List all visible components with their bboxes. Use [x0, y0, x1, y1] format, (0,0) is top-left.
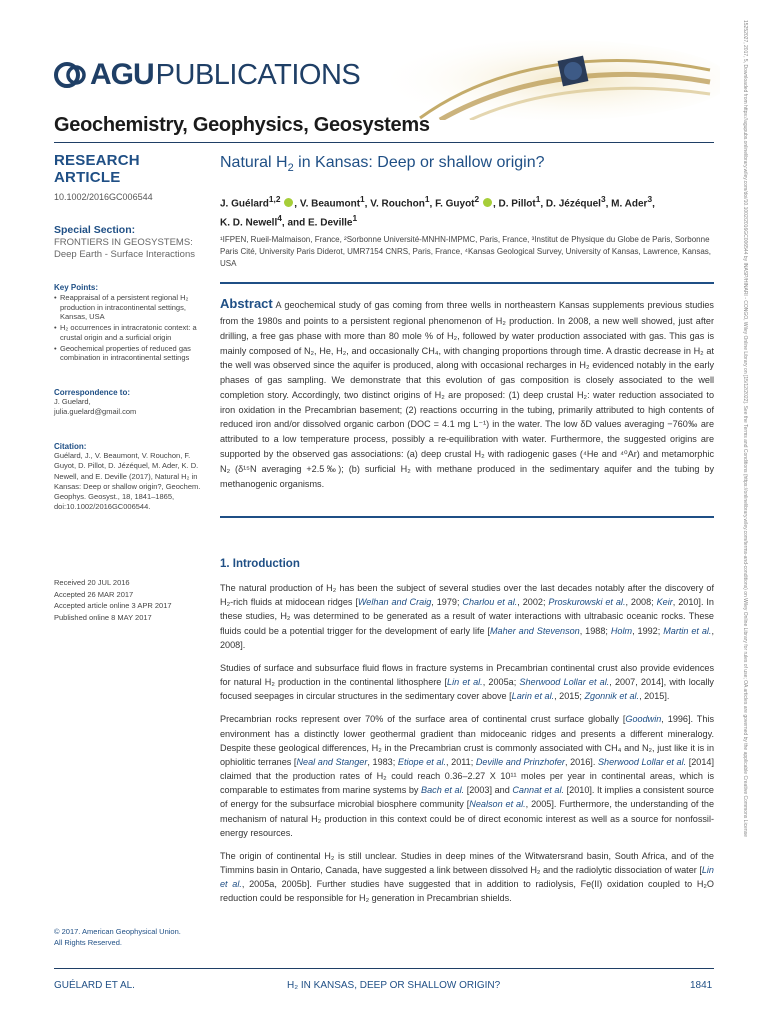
- title-text: Natural H: [220, 154, 288, 171]
- author-affiliations: ¹IFPEN, Rueil-Malmaison, France, ²Sorbonne Université-MNHN-IMPMC, Paris, France, ³Institut de Physique du Globe de Paris, Sorbonne Paris Cité, University Paris Diderot, UMR7154 CNRS, Paris, France, ⁴Kansas Geological Survey, University of Kansas, Lawrence, Kansas, USA: [220, 235, 712, 268]
- citation-link[interactable]: Charlou et al.: [462, 597, 518, 608]
- author-affiliation-mark: 3: [647, 194, 653, 204]
- introduction-body: [220, 581, 714, 915]
- author-name[interactable]: , and E. Deville: [281, 217, 353, 229]
- citation-link[interactable]: Maher and Stevenson: [489, 625, 580, 636]
- author-name[interactable]: K. D. Newell: [220, 217, 278, 229]
- copyright-notice: [54, 926, 204, 949]
- article-dates: [54, 577, 204, 624]
- footer-running-title: H₂ IN KANSAS, DEEP OR SHALLOW ORIGIN?: [287, 980, 501, 991]
- orcid-icon[interactable]: [284, 198, 293, 207]
- title-subscript: 2: [287, 162, 294, 175]
- page-number: 1841: [690, 980, 713, 991]
- citation-link[interactable]: Lin et al.: [220, 865, 714, 890]
- abstract-heading: Abstract: [220, 296, 273, 311]
- list-item: • Reappraisal of a persistent regional H₂ production in intracontinental settings, Kansas, USA: [54, 293, 202, 322]
- margin-download-note: [740, 20, 750, 1010]
- copyright-line: All Rights Reserved.: [54, 938, 122, 948]
- date-accepted-online: Accepted article online 3 APR 2017: [54, 601, 172, 611]
- citation-link[interactable]: Larin et al.: [511, 691, 555, 702]
- citation-link[interactable]: Proskurowski et al.: [548, 597, 626, 608]
- author-affiliation-mark: 1: [352, 212, 358, 223]
- citation-heading: Citation:: [54, 442, 87, 452]
- correspondence-email[interactable]: julia.guelard@gmail.com: [54, 407, 137, 417]
- citation-link[interactable]: Deville and Prinzhofer: [475, 756, 565, 767]
- citation-link[interactable]: Holm: [610, 625, 633, 636]
- left-sidebar: [54, 152, 202, 512]
- agu-publications-logo[interactable]: [54, 56, 360, 94]
- date-received: Received 20 JUL 2016: [54, 578, 130, 587]
- citation-link[interactable]: Keir: [656, 597, 673, 608]
- margin-note-text[interactable]: 15252027, 2017, 5, Downloaded from https://agupubs.onlinelibrary.wiley.com/doi/10.1002/2016GC006544 by INASP/HINARI - CONGO, Wiley Online Library on [15/12/2022]. See the Terms and Conditions (https://onlinelibrary.wiley.com/terms-and-conditions) on Wiley Online Library for rules of use; OA articles are governed by the applicable Creative Commons License: [742, 20, 748, 837]
- special-section-text[interactable]: FRONTIERS IN GEOSYSTEMS: Deep Earth - Surface Interactions: [54, 237, 195, 260]
- author-affiliation-mark: 1: [424, 194, 430, 204]
- author-affiliation-mark: 1: [360, 194, 365, 204]
- journal-title: Geochemistry, Geophysics, Geosystems: [54, 114, 430, 136]
- citation-link[interactable]: Etiope et al.: [397, 756, 447, 767]
- agu-globe-icon: [54, 60, 88, 90]
- abstract-rule-top: [220, 282, 714, 284]
- author-name[interactable]: , D. Jézéquel: [540, 198, 601, 210]
- author-name[interactable]: , F. Guyot: [429, 198, 475, 210]
- abstract-block: [220, 293, 714, 491]
- citation-link[interactable]: Bach et al.: [421, 785, 465, 796]
- date-published: Published online 8 MAY 2017: [54, 612, 152, 622]
- correspondence-heading: Correspondence to:: [54, 388, 131, 397]
- author-name[interactable]: J. Guélard: [220, 198, 269, 210]
- journal-banner-graphic: [380, 40, 720, 120]
- correspondence-name: J. Guelard,: [54, 397, 91, 406]
- author-name[interactable]: , V. Rouchon: [364, 198, 425, 210]
- author-affiliation-mark: 1: [535, 194, 541, 204]
- footer-authors: GUÉLARD ET AL.: [54, 980, 135, 991]
- author-name[interactable]: , V. Beaumont: [294, 198, 361, 210]
- logo-publications-text: PUBLICATIONS: [155, 58, 361, 91]
- citation-text: Guélard, J., V. Beaumont, V. Rouchon, F. Guyot, D. Pillot, D. Jézéquel, M. Ader, K. D. Newell, and E. Deville (2017), Natural H₂ in Kansas: Deep or shallow origin?, Geochem. Geophys. Geosyst., 18, 1841–1865, doi:10.1002/2016GC006544.: [54, 451, 201, 511]
- footer-rule: [54, 968, 714, 969]
- paragraph: Studies of surface and subsurface fluid flows in fracture systems in Precambrian continental crust also provide evidences for natural H₂ production in the continental lithosphere [Lin et al., 2005a; Sherwood Lollar et al., 2007, 2014], with locally focused seepages in circular structures in the sedimentary cover above [Larin et al., 2015; Zgonnik et al., 2015].: [220, 662, 714, 702]
- author-list: J. Guélard$^{1,2}$ , V. Beaumont$^1$, V. Rouchon$^1$, F. Guyot$^2$ , D. Pillot$^1$, D. Jézéquel$^3$, M. Ader$^3$, K. D. Newell$^4$, and E. Deville$^1$: [220, 194, 655, 229]
- author-affiliation-mark: 1,2: [268, 194, 281, 204]
- list-item: • H₂ occurrences in intracratonic context: a crustal origin and a surficial origin: [54, 323, 202, 343]
- logo-agu-text: AGU: [90, 58, 154, 91]
- key-points-list: [54, 293, 202, 363]
- abstract-text: A geochemical study of gas coming from three wells in northeastern Kansas supplements previous studies from the 1980s and points to a persistent regional phenomenon of H₂ production. In 2008, a new well showed, just after drilling, a free gas phase with more than 80 mole % of H₂, followed by water production associated with gas. This gas is mainly composed of N₂, He, H₂, and occasionally CH₄, with changing proportions through time. A drastic decrease in H₂ at the well was observed since the aquifer is produced, along with occasional recharges in H₂ evidenced notably in the early phases of gas sampling. We demonstrate that this evolution of gas composition is closely associated to the well completion story. Accordingly, two distinct origins of H₂ are proposed: (1) deep crustal H₂: water reduction associated to iron oxidation in the Precambrian basement; (2) reactions occurring in the tubing, primarily attributed to high contents of reduced iron and/or dissolved organic carbon (DOC = 4.1 mg L⁻¹) in the water. The low δD values averaging −760‰ are attributed to a low temperature process, possibly a re-equilibration with water. Furthermore, the suggested origins are supported by the observed gas associations: (a) deep crustal H₂ with radiogenic gases (⁴He and ⁴⁰Ar) and metamorphic N₂ (δ¹⁵N averaging +2.5‰); (b) surficial H₂ with methane produced in the sedimentary aquifer and the tubing by methanogenic organisms.: [220, 300, 714, 489]
- copyright-line: © 2017. American Geophysical Union.: [54, 927, 181, 936]
- date-accepted: Accepted 26 MAR 2017: [54, 589, 134, 599]
- header-rule: [54, 142, 714, 143]
- citation-link[interactable]: Lin et al.: [447, 677, 483, 688]
- abstract-rule-bottom: [220, 516, 714, 518]
- citation-link[interactable]: Sherwood Lollar et al.: [597, 756, 687, 767]
- author-name[interactable]: , M. Ader: [605, 198, 648, 210]
- paragraph: The origin of continental H₂ is still unclear. Studies in deep mines of the Witwatersrand basin, South Africa, and of the Timmins basin in Ontario, Canada, have suggested a link between dissolved H₂ and the radiolytic dissociation of water [Lin et al., 2005a, 2005b]. Further studies have suggested that in addition to radiolysis, Fe(II) oxidation coupled to H₂O reduction could be responsible for H₂ generation in Precambrian shields.: [220, 850, 715, 904]
- special-section-heading: Special Section:: [54, 224, 136, 236]
- paragraph: Precambrian rocks represent over 70% of the surface area of continental crust surface globally [Goodwin, 1996]. This environment has a distinctly lower geothermal gradient than midoceanic ridges and presents a different mineralogy. Despite these geological differences, H₂ in the Precambrian crust is commonly associated with CH₄ and N₂, just like it is in ophiolitic terranes [Neal and Stanger, 1983; Etiope et al., 2011; Deville and Prinzhofer, 2016]. Sherwood Lollar et al. [2014] claimed that the production rates of H₂ could reach 0.36–2.27 X 10¹¹ moles per year in continental areas, which is comparable to estimates from marine systems by Bach et al. [2003] and Cannat et al. [2010]. It implies a consistent source of energy for the subsurface microbial biosphere community [Nealson et al., 2005]. Furthermore, the understanding of the mechanism of natural H₂ production in this context could be of direct economic interest as well as a source for nonfossil-energy resources.: [220, 714, 715, 838]
- author-affiliation-mark: 2: [474, 194, 480, 204]
- section-heading-introduction: 1. Introduction: [220, 558, 300, 570]
- citation-link[interactable]: Neal and Stanger: [296, 756, 368, 767]
- citation-link[interactable]: Nealson et al.: [469, 799, 526, 810]
- author-affiliation-mark: 3: [600, 194, 606, 204]
- orcid-icon[interactable]: [483, 198, 492, 207]
- citation-link[interactable]: Goodwin: [625, 714, 662, 725]
- list-item: • Geochemical properties of reduced gas combination in intracontinental settings: [54, 344, 202, 364]
- citation-link[interactable]: Sherwood Lollar et al.: [519, 677, 610, 688]
- author-affiliation-mark: 4: [277, 212, 282, 223]
- doi-link[interactable]: 10.1002/2016GC006544: [54, 192, 153, 202]
- paragraph: The natural production of H₂ has been the subject of several studies over the last decades notably after the discovery of H₂-rich fluids at midocean ridges [Welhan and Craig, 1979; Charlou et al., 2002; Proskurowski et al., 2008; Keir, 2010]. In these studies, H₂ was determined to be generated as a result of water interactions with ultrabasic oceanic rocks. These fluids could be a potential trigger for the development of early life [Maher and Stevenson, 1988; Holm, 1992; Martin et al., 2008].: [220, 583, 714, 650]
- key-points-heading: Key Points:: [54, 282, 99, 292]
- title-text: in Kansas: Deep or shallow origin?: [293, 154, 545, 171]
- article-title: [220, 154, 714, 174]
- citation-link[interactable]: Martin et al.: [663, 625, 712, 636]
- citation-link[interactable]: Cannat et al.: [512, 785, 565, 796]
- citation-link[interactable]: Welhan and Craig: [357, 597, 432, 608]
- author-name[interactable]: , D. Pillot: [492, 198, 536, 210]
- citation-link[interactable]: Zgonnik et al.: [584, 691, 640, 702]
- article-type: RESEARCH ARTICLE: [54, 152, 140, 186]
